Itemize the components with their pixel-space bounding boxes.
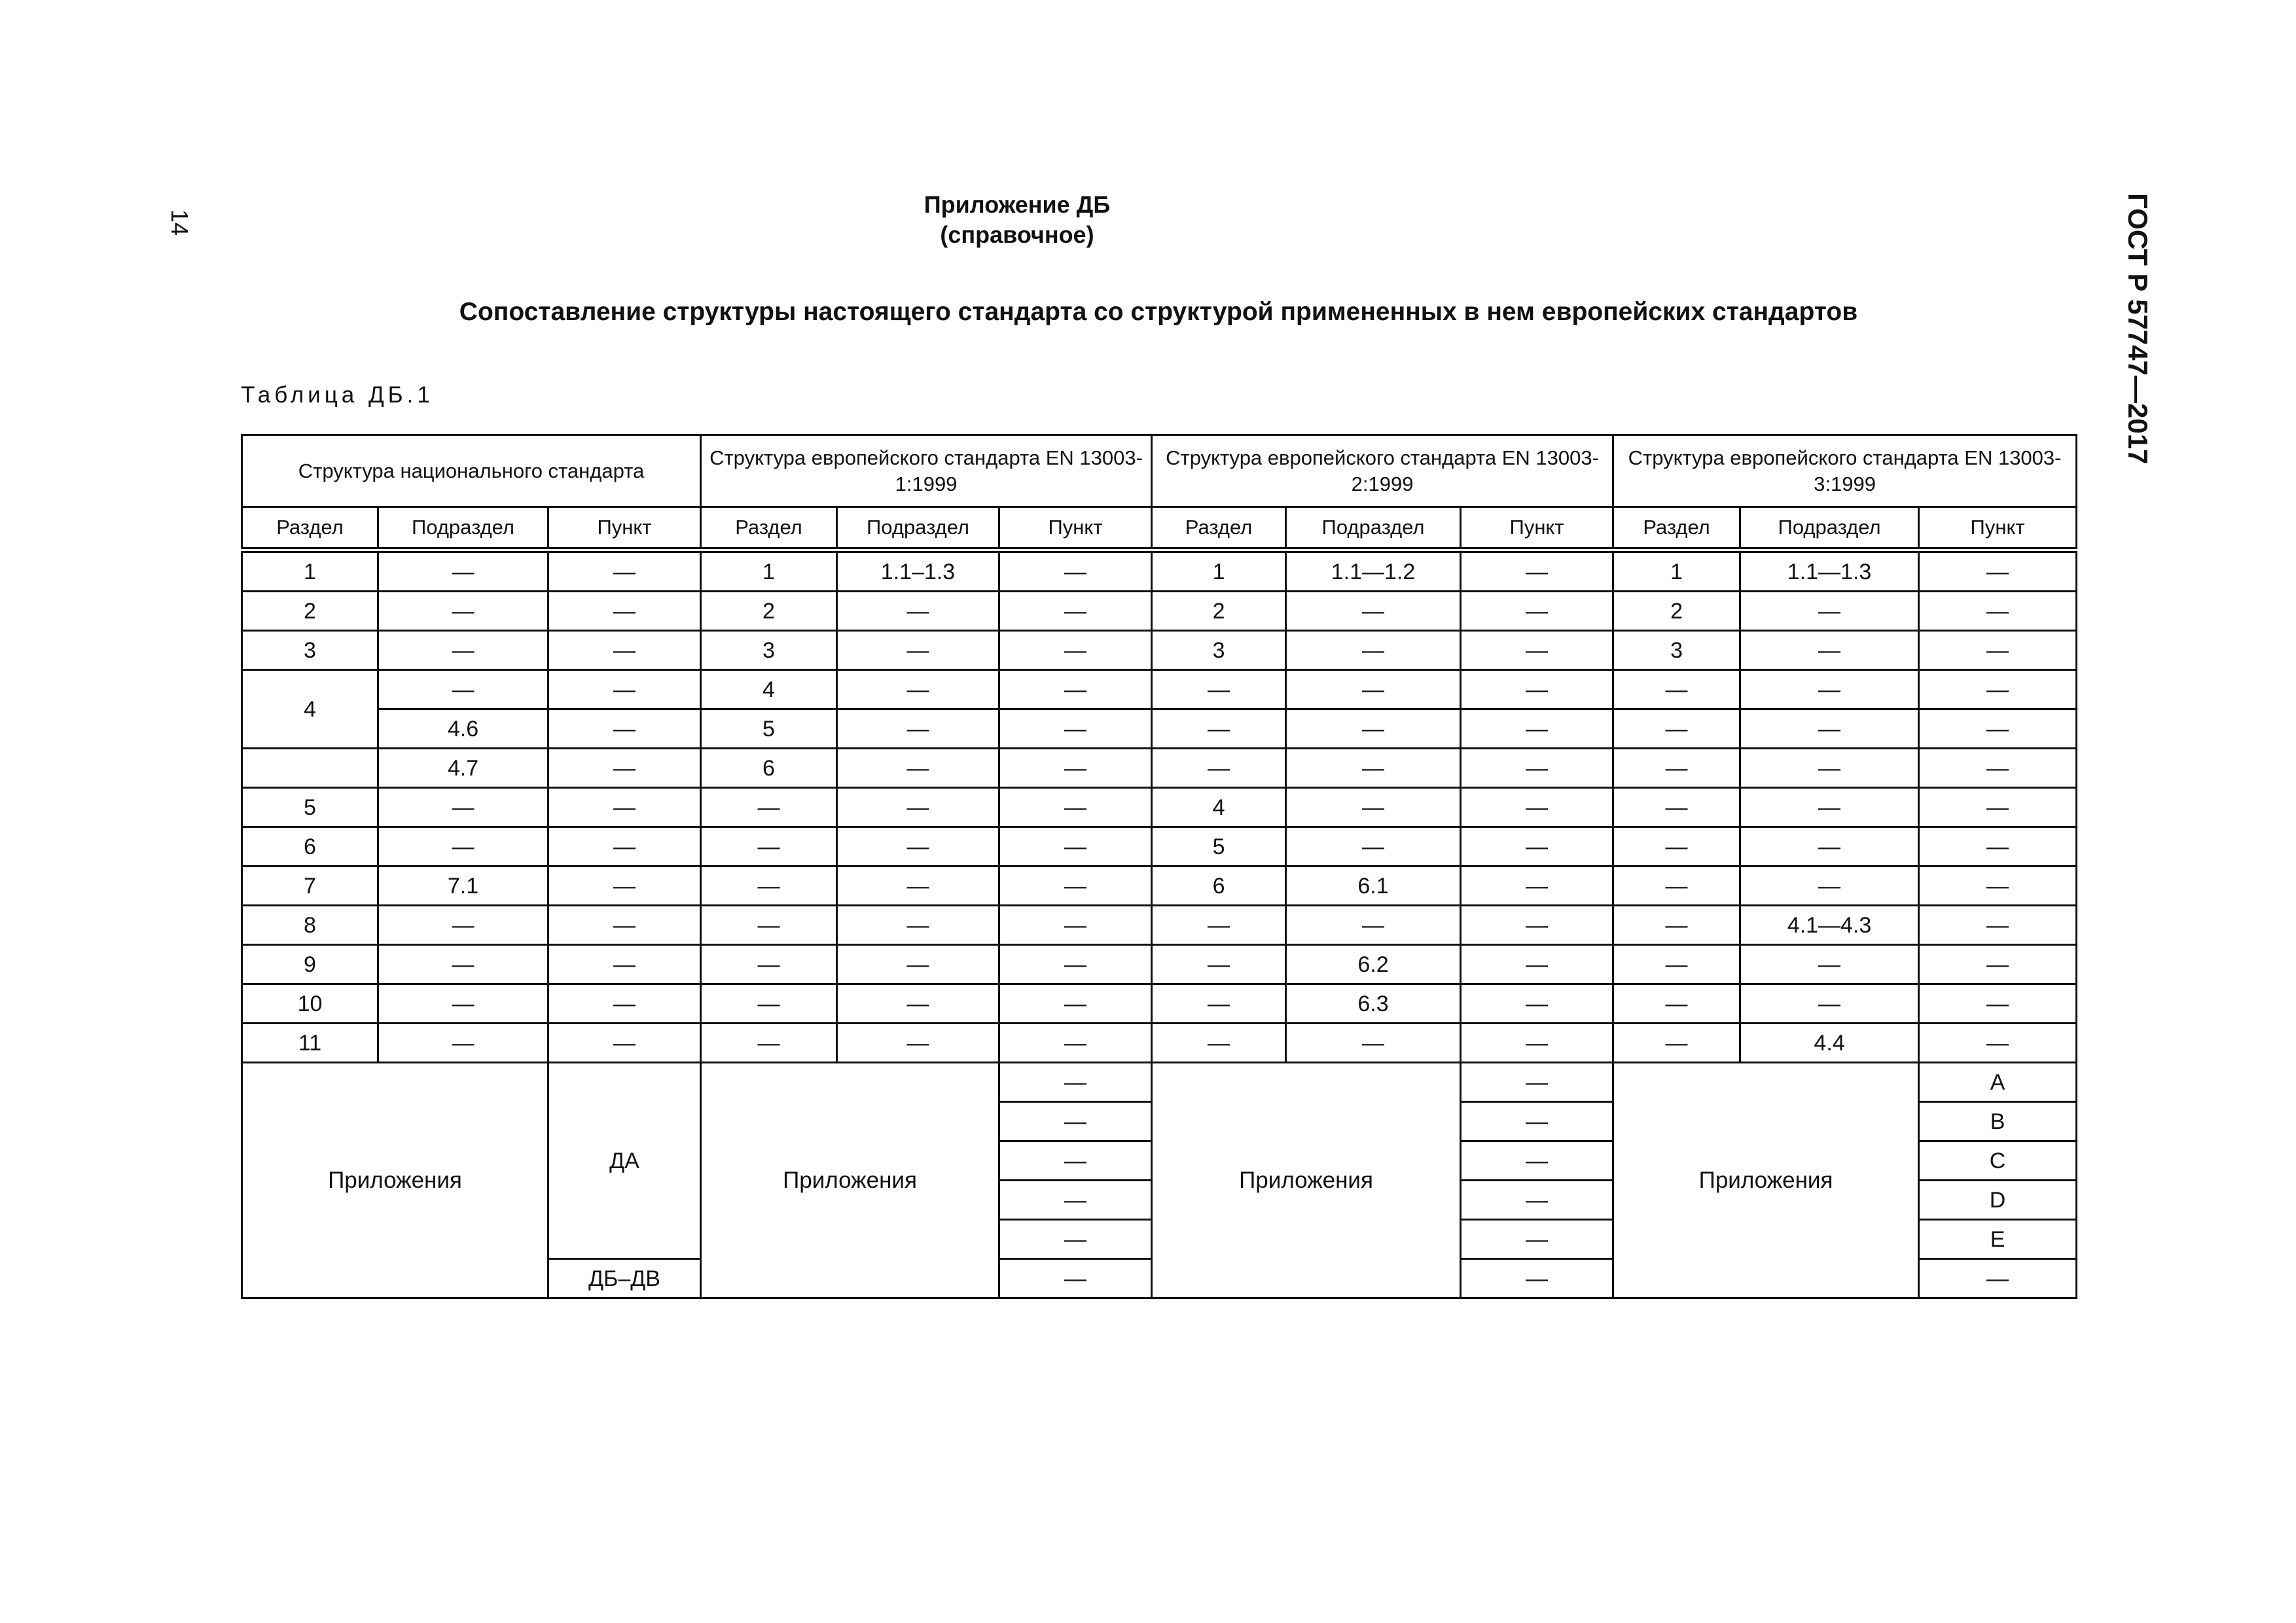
column-header: Подраздел <box>1740 507 1919 550</box>
group-header-en2: Структура европейского стандарта EN 13003-2:1999 <box>1152 435 1613 507</box>
table-cell: — <box>1461 866 1613 906</box>
table-cell: — <box>999 1024 1152 1063</box>
appendix-title: Приложение ДБ <box>924 191 1111 218</box>
table-cell: 1 <box>701 550 837 592</box>
table-row <box>242 945 2077 984</box>
table-cell: — <box>1740 670 1919 709</box>
table-cell: — <box>1740 827 1919 866</box>
table-cell: — <box>1286 709 1461 749</box>
column-header: Пункт <box>548 507 701 550</box>
table-cell: — <box>378 906 548 945</box>
annex-label-en1: Приложения <box>701 1063 999 1298</box>
table-cell: 2 <box>242 592 378 631</box>
table-cell: — <box>999 788 1152 827</box>
table-cell: 2 <box>1152 592 1286 631</box>
table-cell: — <box>1740 945 1919 984</box>
table-row <box>242 827 2077 866</box>
table-cell: — <box>1461 670 1613 709</box>
table-cell: 10 <box>242 984 378 1024</box>
table-cell: 1 <box>1613 550 1740 592</box>
table-cell: 3 <box>1152 631 1286 670</box>
annex-en2-cell: — <box>1461 1181 1613 1220</box>
table-cell: 1 <box>1152 550 1286 592</box>
table-cell: — <box>1613 709 1740 749</box>
table-cell: — <box>548 827 701 866</box>
table-cell: — <box>378 1024 548 1063</box>
table-cell: 6.2 <box>1286 945 1461 984</box>
table-cell: — <box>701 788 837 827</box>
table-cell: — <box>378 984 548 1024</box>
table-cell: — <box>1740 788 1919 827</box>
table-cell: — <box>701 945 837 984</box>
table-cell: — <box>999 550 1152 592</box>
table-cell: 4 <box>242 670 378 749</box>
table-cell: — <box>1919 1024 2077 1063</box>
table-cell: — <box>1461 631 1613 670</box>
table-cell: — <box>1152 749 1286 788</box>
table-cell: — <box>837 906 999 945</box>
table-cell: — <box>1919 670 2077 709</box>
table-cell: — <box>999 984 1152 1024</box>
table-cell: — <box>1740 866 1919 906</box>
annex-label-en2: Приложения <box>1152 1063 1461 1298</box>
column-header: Раздел <box>1152 507 1286 550</box>
annex-en3-cell: C <box>1919 1141 2077 1181</box>
table-cell: — <box>1613 670 1740 709</box>
column-header: Раздел <box>1613 507 1740 550</box>
table-cell: — <box>1740 631 1919 670</box>
table-cell: — <box>1613 984 1740 1024</box>
table-cell: 4.4 <box>1740 1024 1919 1063</box>
table-cell: — <box>999 592 1152 631</box>
table-cell: — <box>1286 631 1461 670</box>
table-cell: — <box>1613 945 1740 984</box>
table-cell: — <box>1919 866 2077 906</box>
table-cell: — <box>999 906 1152 945</box>
table-cell: — <box>548 1024 701 1063</box>
table-cell: — <box>1286 749 1461 788</box>
table-cell: — <box>548 670 701 709</box>
table-cell: — <box>701 906 837 945</box>
table-cell: — <box>1152 945 1286 984</box>
table-cell: — <box>548 592 701 631</box>
table-cell: 1.1—1.3 <box>1740 550 1919 592</box>
column-header: Подраздел <box>837 507 999 550</box>
table-cell: — <box>378 550 548 592</box>
table-row <box>242 906 2077 945</box>
table-cell: 3 <box>1613 631 1740 670</box>
table-cell: — <box>1613 906 1740 945</box>
annex-en2-cell: — <box>1461 1141 1613 1181</box>
table-cell: — <box>1740 709 1919 749</box>
table-cell: — <box>1919 709 2077 749</box>
table-row <box>242 1024 2077 1063</box>
table-cell: — <box>1461 984 1613 1024</box>
table-body <box>242 435 2077 1298</box>
table-cell: — <box>378 670 548 709</box>
table-cell: — <box>999 631 1152 670</box>
table-cell: — <box>999 749 1152 788</box>
table-cell: — <box>999 945 1152 984</box>
annex-label-national: Приложения <box>242 1063 548 1298</box>
table-cell: — <box>701 1024 837 1063</box>
table-cell: — <box>1152 984 1286 1024</box>
appendix-kind: (справочное) <box>940 221 1094 248</box>
table-cell: — <box>837 945 999 984</box>
annex-en1-cell: — <box>999 1181 1152 1220</box>
table-cell: 5 <box>1152 827 1286 866</box>
table-row <box>242 592 2077 631</box>
table-cell: — <box>837 984 999 1024</box>
table-cell: — <box>1461 709 1613 749</box>
annex-en2-cell: — <box>1461 1063 1613 1102</box>
table-cell: — <box>1740 749 1919 788</box>
document-heading: Сопоставление структуры настоящего стандарта со структурой примененных в нем европейских стандартов <box>459 298 1858 326</box>
annex-en2-cell: — <box>1461 1259 1613 1298</box>
table-cell: — <box>1919 631 2077 670</box>
table-cell: — <box>1613 749 1740 788</box>
table-cell: 1.1—1.2 <box>1286 550 1461 592</box>
table-cell: — <box>701 866 837 906</box>
table-cell: — <box>837 631 999 670</box>
group-header-en1: Структура европейского стандарта EN 13003-1:1999 <box>701 435 1152 507</box>
table-cell: — <box>1286 670 1461 709</box>
table-cell: — <box>701 827 837 866</box>
annex-en3-cell: B <box>1919 1102 2077 1141</box>
table-cell: 3 <box>701 631 837 670</box>
table-cell: — <box>548 709 701 749</box>
table-cell: — <box>1919 827 2077 866</box>
column-header-row <box>242 507 2077 550</box>
table-cell: — <box>1461 749 1613 788</box>
table-cell: — <box>1461 827 1613 866</box>
annex-national-da: ДА <box>548 1063 701 1259</box>
table-cell: 4.1—4.3 <box>1740 906 1919 945</box>
table-row <box>242 984 2077 1024</box>
table-cell: — <box>1461 945 1613 984</box>
annex-label-en3: Приложения <box>1613 1063 1919 1298</box>
table-cell: — <box>1461 1024 1613 1063</box>
table-cell: — <box>1919 749 2077 788</box>
table-cell: 2 <box>701 592 837 631</box>
annex-en1-cell: — <box>999 1259 1152 1298</box>
annex-en2-cell: — <box>1461 1102 1613 1141</box>
column-header: Пункт <box>999 507 1152 550</box>
group-header-national: Структура национального стандарта <box>242 435 701 507</box>
table-cell: 4 <box>1152 788 1286 827</box>
column-header: Пункт <box>1461 507 1613 550</box>
annex-national-db-dv: ДБ–ДВ <box>548 1259 701 1298</box>
table-cell: 1.1–1.3 <box>837 550 999 592</box>
table-cell: — <box>837 709 999 749</box>
table-cell: — <box>1919 788 2077 827</box>
table-cell: — <box>548 945 701 984</box>
annex-en3-cell: A <box>1919 1063 2077 1102</box>
table-cell: 6.1 <box>1286 866 1461 906</box>
table-cell: 11 <box>242 1024 378 1063</box>
appendix-title-block <box>886 190 1148 250</box>
table-cell: 4 <box>701 670 837 709</box>
table-cell: — <box>999 827 1152 866</box>
comparison-table <box>241 434 2077 1299</box>
table-cell: — <box>1286 592 1461 631</box>
table-cell: 6 <box>701 749 837 788</box>
table-cell: — <box>548 906 701 945</box>
table-cell: — <box>1919 592 2077 631</box>
table-cell: — <box>999 670 1152 709</box>
table-cell: — <box>837 788 999 827</box>
table-cell: — <box>1613 866 1740 906</box>
table-cell: 7 <box>242 866 378 906</box>
annex-en2-cell: — <box>1461 1220 1613 1259</box>
column-header: Пункт <box>1919 507 2077 550</box>
table-cell: — <box>378 788 548 827</box>
table-cell: 5 <box>701 709 837 749</box>
table-cell: — <box>837 827 999 866</box>
table-cell: — <box>1613 827 1740 866</box>
table-cell: — <box>999 709 1152 749</box>
table-cell: — <box>999 866 1152 906</box>
table-cell: 3 <box>242 631 378 670</box>
table-cell: — <box>378 945 548 984</box>
table-cell: — <box>837 670 999 709</box>
table-cell: — <box>1461 550 1613 592</box>
document-code: ГОСТ Р 57747—2017 <box>2123 193 2153 465</box>
column-header: Подраздел <box>1286 507 1461 550</box>
group-header-row <box>242 435 2077 507</box>
group-header-en3: Структура европейского стандарта EN 13003-3:1999 <box>1613 435 2077 507</box>
table-cell: — <box>1461 788 1613 827</box>
table-cell: 9 <box>242 945 378 984</box>
table-cell: 2 <box>1613 592 1740 631</box>
column-header: Раздел <box>701 507 837 550</box>
table-cell: — <box>1286 906 1461 945</box>
table-cell: — <box>548 550 701 592</box>
table-row <box>242 709 2077 749</box>
table-cell: — <box>378 631 548 670</box>
annex-en1-cell: — <box>999 1102 1152 1141</box>
table-cell: 4.7 <box>378 749 548 788</box>
table-cell: — <box>837 1024 999 1063</box>
column-header: Подраздел <box>378 507 548 550</box>
column-header: Раздел <box>242 507 378 550</box>
annex-en3-cell: — <box>1919 1259 2077 1298</box>
annex-row <box>242 1063 2077 1102</box>
table-cell: — <box>548 866 701 906</box>
table-row <box>242 670 2077 709</box>
table-cell: — <box>1919 945 2077 984</box>
table-cell: — <box>1461 592 1613 631</box>
table-cell: 4.6 <box>378 709 548 749</box>
table-row <box>242 866 2077 906</box>
table-cell: 7.1 <box>378 866 548 906</box>
table-row <box>242 631 2077 670</box>
table-cell: — <box>701 984 837 1024</box>
table-cell: — <box>548 984 701 1024</box>
page-number: 14 <box>166 209 193 236</box>
table-cell: — <box>837 749 999 788</box>
annex-en1-cell: — <box>999 1220 1152 1259</box>
annex-en1-cell: — <box>999 1141 1152 1181</box>
table-cell: — <box>1461 906 1613 945</box>
table-row <box>242 788 2077 827</box>
table-cell: 6 <box>1152 866 1286 906</box>
table-row <box>242 550 2077 592</box>
table-cell: 8 <box>242 906 378 945</box>
table-cell: 5 <box>242 788 378 827</box>
table-cell: — <box>1152 709 1286 749</box>
table-cell: 1 <box>242 550 378 592</box>
table-cell: — <box>1152 1024 1286 1063</box>
table-cell: — <box>1613 788 1740 827</box>
table-cell: — <box>378 592 548 631</box>
table-cell: — <box>1286 1024 1461 1063</box>
table-cell <box>242 749 378 788</box>
table-cell: — <box>1152 670 1286 709</box>
table-cell: — <box>378 827 548 866</box>
table-cell: 6.3 <box>1286 984 1461 1024</box>
annex-en3-cell: E <box>1919 1220 2077 1259</box>
annex-en1-cell: — <box>999 1063 1152 1102</box>
table-cell: 6 <box>242 827 378 866</box>
table-cell: — <box>548 631 701 670</box>
table-cell: — <box>837 592 999 631</box>
table-cell: — <box>548 749 701 788</box>
table-cell: — <box>1919 550 2077 592</box>
table-row <box>242 749 2077 788</box>
table-cell: — <box>1919 984 2077 1024</box>
table-cell: — <box>1152 906 1286 945</box>
table-cell: — <box>1286 827 1461 866</box>
table-cell: — <box>1740 984 1919 1024</box>
table-cell: — <box>548 788 701 827</box>
table-cell: — <box>1919 906 2077 945</box>
annex-en3-cell: D <box>1919 1181 2077 1220</box>
table-cell: — <box>1740 592 1919 631</box>
table-cell: — <box>1613 1024 1740 1063</box>
table-label: Таблица ДБ.1 <box>241 382 434 408</box>
table-cell: — <box>837 866 999 906</box>
table-cell: — <box>1286 788 1461 827</box>
